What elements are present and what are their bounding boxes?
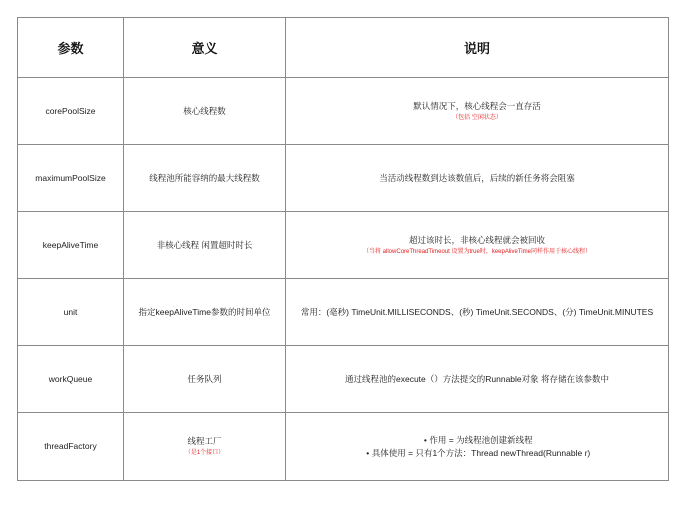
param-cell: unit xyxy=(18,279,124,346)
desc-cell: 当活动线程数到达该数值后，后续的新任务将会阻塞 xyxy=(286,145,669,212)
meaning-text: 线程工厂 xyxy=(187,436,222,446)
desc-cell xyxy=(286,413,669,481)
desc-list-item xyxy=(290,434,664,447)
desc-cell: 常用：(毫秒) TimeUnit.MILLISECONDS、(秒) TimeUnit.SECONDS、(分) TimeUnit.MINUTES xyxy=(286,279,669,346)
meaning-cell: 核心线程数 xyxy=(124,78,286,145)
param-cell: keepAliveTime xyxy=(18,212,124,279)
table-header-row xyxy=(18,18,669,78)
desc-cell xyxy=(286,212,669,279)
desc-list-item xyxy=(290,447,664,460)
desc-cell: 通过线程池的execute（）方法提交的Runnable对象 将存储在该参数中 xyxy=(286,346,669,413)
meaning-cell: 任务队列 xyxy=(124,346,286,413)
desc-list-text: 作用 = 为线程池创建新线程 xyxy=(429,434,533,445)
table-row xyxy=(18,212,669,279)
desc-note: （当将 allowCoreThreadTimeout 设置为true时，keepAliveTime同样作用于核心线程） xyxy=(363,248,591,255)
table-row xyxy=(18,279,669,346)
table-row xyxy=(18,413,669,481)
meaning-cell: 非核心线程 闲置超时时长 xyxy=(124,212,286,279)
bullet-icon: • xyxy=(366,447,370,458)
header-desc: 说明 xyxy=(286,18,669,78)
bullet-icon: • xyxy=(423,434,427,445)
param-cell: corePoolSize xyxy=(18,78,124,145)
header-param: 参数 xyxy=(18,18,124,78)
header-meaning: 意义 xyxy=(124,18,286,78)
table-row xyxy=(18,78,669,145)
meaning-note: （是1个接口） xyxy=(184,450,225,456)
desc-text: 超过该时长，非核心线程就会被回收 xyxy=(408,234,545,245)
table-row xyxy=(18,145,669,212)
desc-note: （包括 空闲状态） xyxy=(452,114,502,121)
desc-list-text: 具体使用 = 只有1个方法：Thread newThread(Runnable r) xyxy=(371,447,591,458)
meaning-cell: 线程池所能容纳的最大线程数 xyxy=(124,145,286,212)
param-cell: workQueue xyxy=(18,346,124,413)
param-cell: threadFactory xyxy=(18,413,124,481)
meaning-cell xyxy=(124,413,286,481)
meaning-cell: 指定keepAliveTime参数的时间单位 xyxy=(124,279,286,346)
desc-cell xyxy=(286,78,669,145)
param-cell: maximumPoolSize xyxy=(18,145,124,212)
desc-text: 默认情况下，核心线程会一直存活 xyxy=(413,100,541,111)
table-row xyxy=(18,346,669,413)
thread-pool-params-table xyxy=(17,17,669,481)
